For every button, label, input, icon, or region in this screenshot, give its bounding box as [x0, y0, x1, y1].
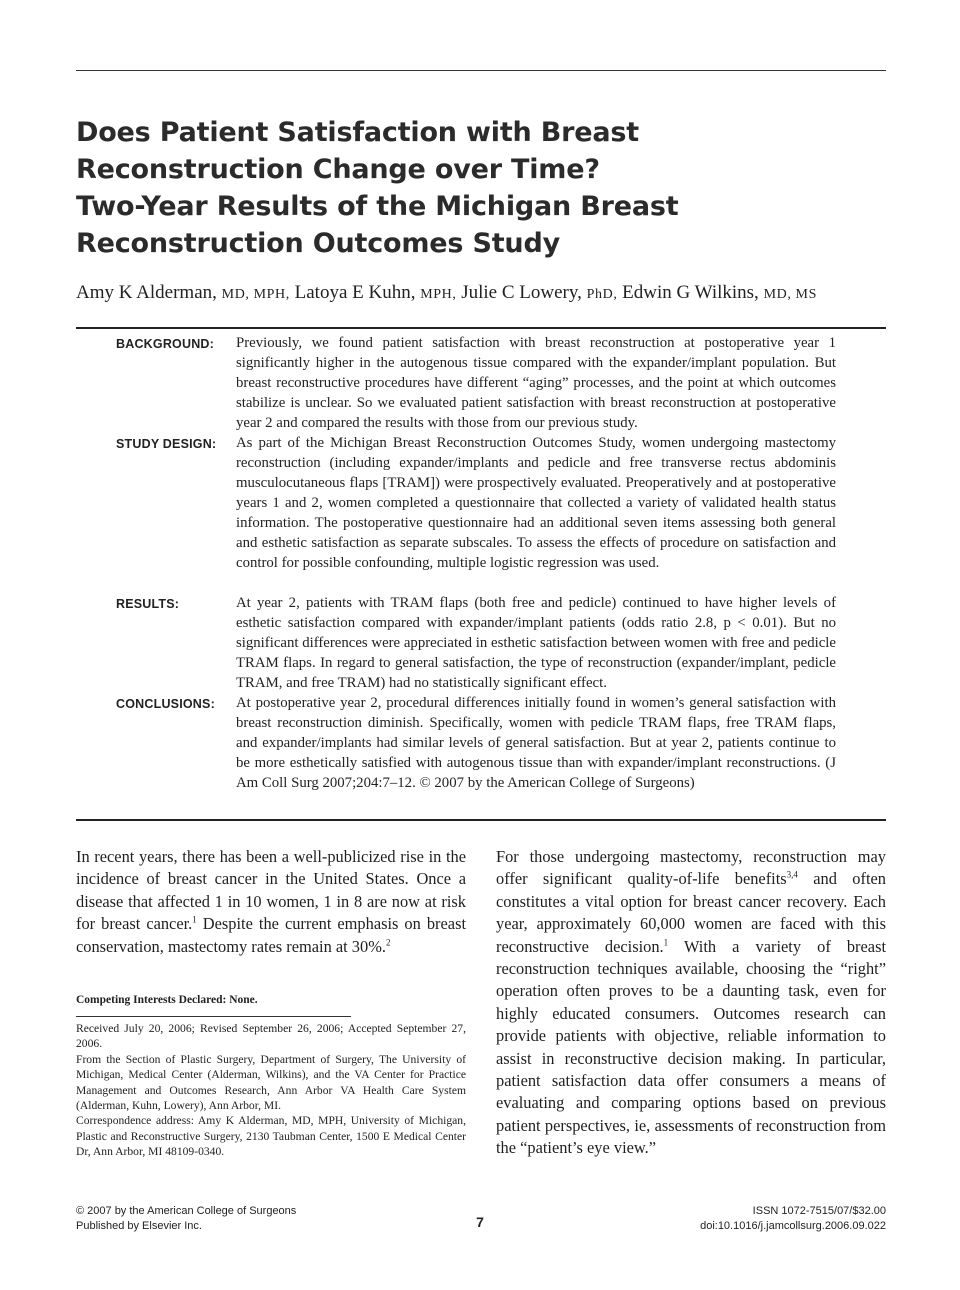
body-text: For those undergoing mastectomy, reconstruction may offer significant quality-of-life benefits — [496, 847, 886, 889]
article-title — [76, 114, 876, 262]
title-line: Two-Year Results of the Michigan Breast — [76, 191, 679, 222]
abstract-results-label: RESULTS: — [116, 597, 180, 611]
reference-superscript[interactable]: 3,4 — [786, 869, 798, 880]
doi-link[interactable]: doi:10.1016/j.jamcollsurg.2006.09.022 — [700, 1220, 886, 1232]
abstract-top-rule — [76, 327, 886, 329]
abstract-bottom-rule — [76, 819, 886, 821]
author-list — [76, 282, 886, 304]
author-credentials: MPH, — [420, 287, 457, 302]
title-line: Reconstruction Outcomes Study — [76, 228, 560, 259]
footnote-rule — [76, 1016, 351, 1017]
author-credentials: MD, MS — [763, 287, 817, 302]
correspondence-address: Correspondence address: Amy K Alderman, MD, MPH, University of Michigan, Plastic and Reconstructive Surgery, 2130 Taubman Center, 1500 E Medical Center Dr, Ann Arbor, MI 48109-0340. — [76, 1114, 466, 1159]
author-credentials: PhD, — [586, 287, 618, 302]
reference-superscript[interactable]: 2 — [385, 937, 391, 948]
copyright-line: © 2007 by the American College of Surgeons — [76, 1205, 297, 1217]
body-text: Despite the current emphasis on breast conservation, mastectomy rates remain at 30%. — [76, 914, 466, 956]
author-name: Amy K Alderman, — [76, 282, 217, 303]
article-footnotes — [76, 1021, 466, 1160]
abstract-background-text: Previously, we found patient satisfaction with breast reconstruction at postoperative year 1 significantly higher in the autogenous tissue compared with the expander/implant population. But breast reconstructive procedures have different “aging” processes, and the point at which outcomes stabilize is unclear. So we evaluated patient satisfaction with breast reconstruction at postoperative year 2 and compared the results with those from our previous study. — [236, 335, 836, 431]
abstract-conclusions-label: CONCLUSIONS: — [116, 697, 215, 711]
publisher-line: Published by Elsevier Inc. — [76, 1220, 202, 1232]
reference-superscript[interactable]: 1 — [192, 914, 197, 925]
page-number: 7 — [476, 1214, 484, 1230]
abstract-background-label: BACKGROUND: — [116, 337, 215, 351]
body-text: In recent years, there has been a well-publicized rise in the incidence of breast cancer in the United States. Once a disease that affected 1 in 10 women, 1 in 8 are now at risk for breast cancer. — [76, 847, 466, 934]
abstract-study-design-text: As part of the Michigan Breast Reconstruction Outcomes Study, women undergoing mastectomy reconstruction (including expander/implants and pedicle and free transverse rectus abdominis musculocutaneous flaps [TRAM]) were prospectively evaluated. Preoperatively and at postoperative years 1 and 2, women completed a questionnaire that collected a variety of validated health status information. The postoperative questionnaire had an additional seven items assessing both general and esthetic satisfaction as separate subscales. To assess the effects of procedure on satisfaction and control for possible confounding, multiple logistic regression was used. — [236, 435, 836, 571]
author-name: Edwin G Wilkins, — [622, 282, 759, 303]
abstract-results-text: At year 2, patients with TRAM flaps (both free and pedicle) continued to have higher levels of esthetic satisfaction compared with expander/implant patients (odds ratio 2.8, p < 0.01). But no significant differences were appreciated in esthetic satisfaction between women with free and pedicle TRAM flaps. In regard to general satisfaction, the type of reconstruction (expander/implant, pedicle TRAM, and free TRAM) had no statistically significant effect. — [236, 595, 836, 691]
footer-right — [586, 1204, 886, 1234]
reference-superscript[interactable]: 1 — [663, 937, 669, 948]
abstract-study-design-label: STUDY DESIGN: — [116, 437, 217, 451]
top-rule — [76, 70, 886, 71]
affiliation-note: From the Section of Plastic Surgery, Department of Surgery, The University of Michigan, Medical Center (Alderman, Wilkins), and the VA Center for Practice Management and Outcomes Research, Ann Arbor VA Health Care System (Alderman, Kuhn, Lowery), Ann Arbor, MI. — [76, 1052, 466, 1113]
title-line: Reconstruction Change over Time? — [76, 154, 600, 185]
received-dates: Received July 20, 2006; Revised September 26, 2006; Accepted September 27, 2006. — [76, 1022, 466, 1051]
body-text: and often constitutes a vital option for breast cancer recovery. Each year, approximately 60,000 women are faced with this reconstructive decision. — [496, 869, 886, 956]
body-text: With a variety of breast reconstruction techniques available, choosing the “right” operation often proves to be a daunting task, even for highly educated consumers. Outcomes research can provide patients with objective, reliable information to assist in reconstructive decision making. In particular, patient satisfaction data offer consumers a means of evaluating and comparing options based on previous patient perspectives, ie, assessments of reconstruction from the “patient’s eye view.” — [496, 936, 886, 1158]
author-name: Latoya E Kuhn, — [294, 282, 416, 303]
footer-left — [76, 1204, 296, 1234]
body-paragraph-right — [496, 846, 886, 1160]
author-credentials: MD, MPH, — [221, 287, 290, 302]
abstract-conclusions-text: At postoperative year 2, procedural differences initially found in women’s general satisfaction with breast reconstruction diminish. Specifically, women with pedicle TRAM flaps, free TRAM flaps, and expander/implants had similar levels of general satisfaction. But at year 2, patients continue to be more esthetically satisfied with autogenous tissue than with expander/implant reconstructions. (J Am Coll Surg 2007;204:7–12. © 2007 by the American College of Surgeons) — [236, 695, 836, 791]
title-line: Does Patient Satisfaction with Breast — [76, 117, 639, 148]
body-paragraph-left — [76, 846, 466, 958]
issn-line: ISSN 1072-7515/07/$32.00 — [752, 1205, 886, 1217]
author-name: Julie C Lowery, — [461, 282, 582, 303]
competing-interests: Competing Interests Declared: None. — [76, 994, 258, 1006]
